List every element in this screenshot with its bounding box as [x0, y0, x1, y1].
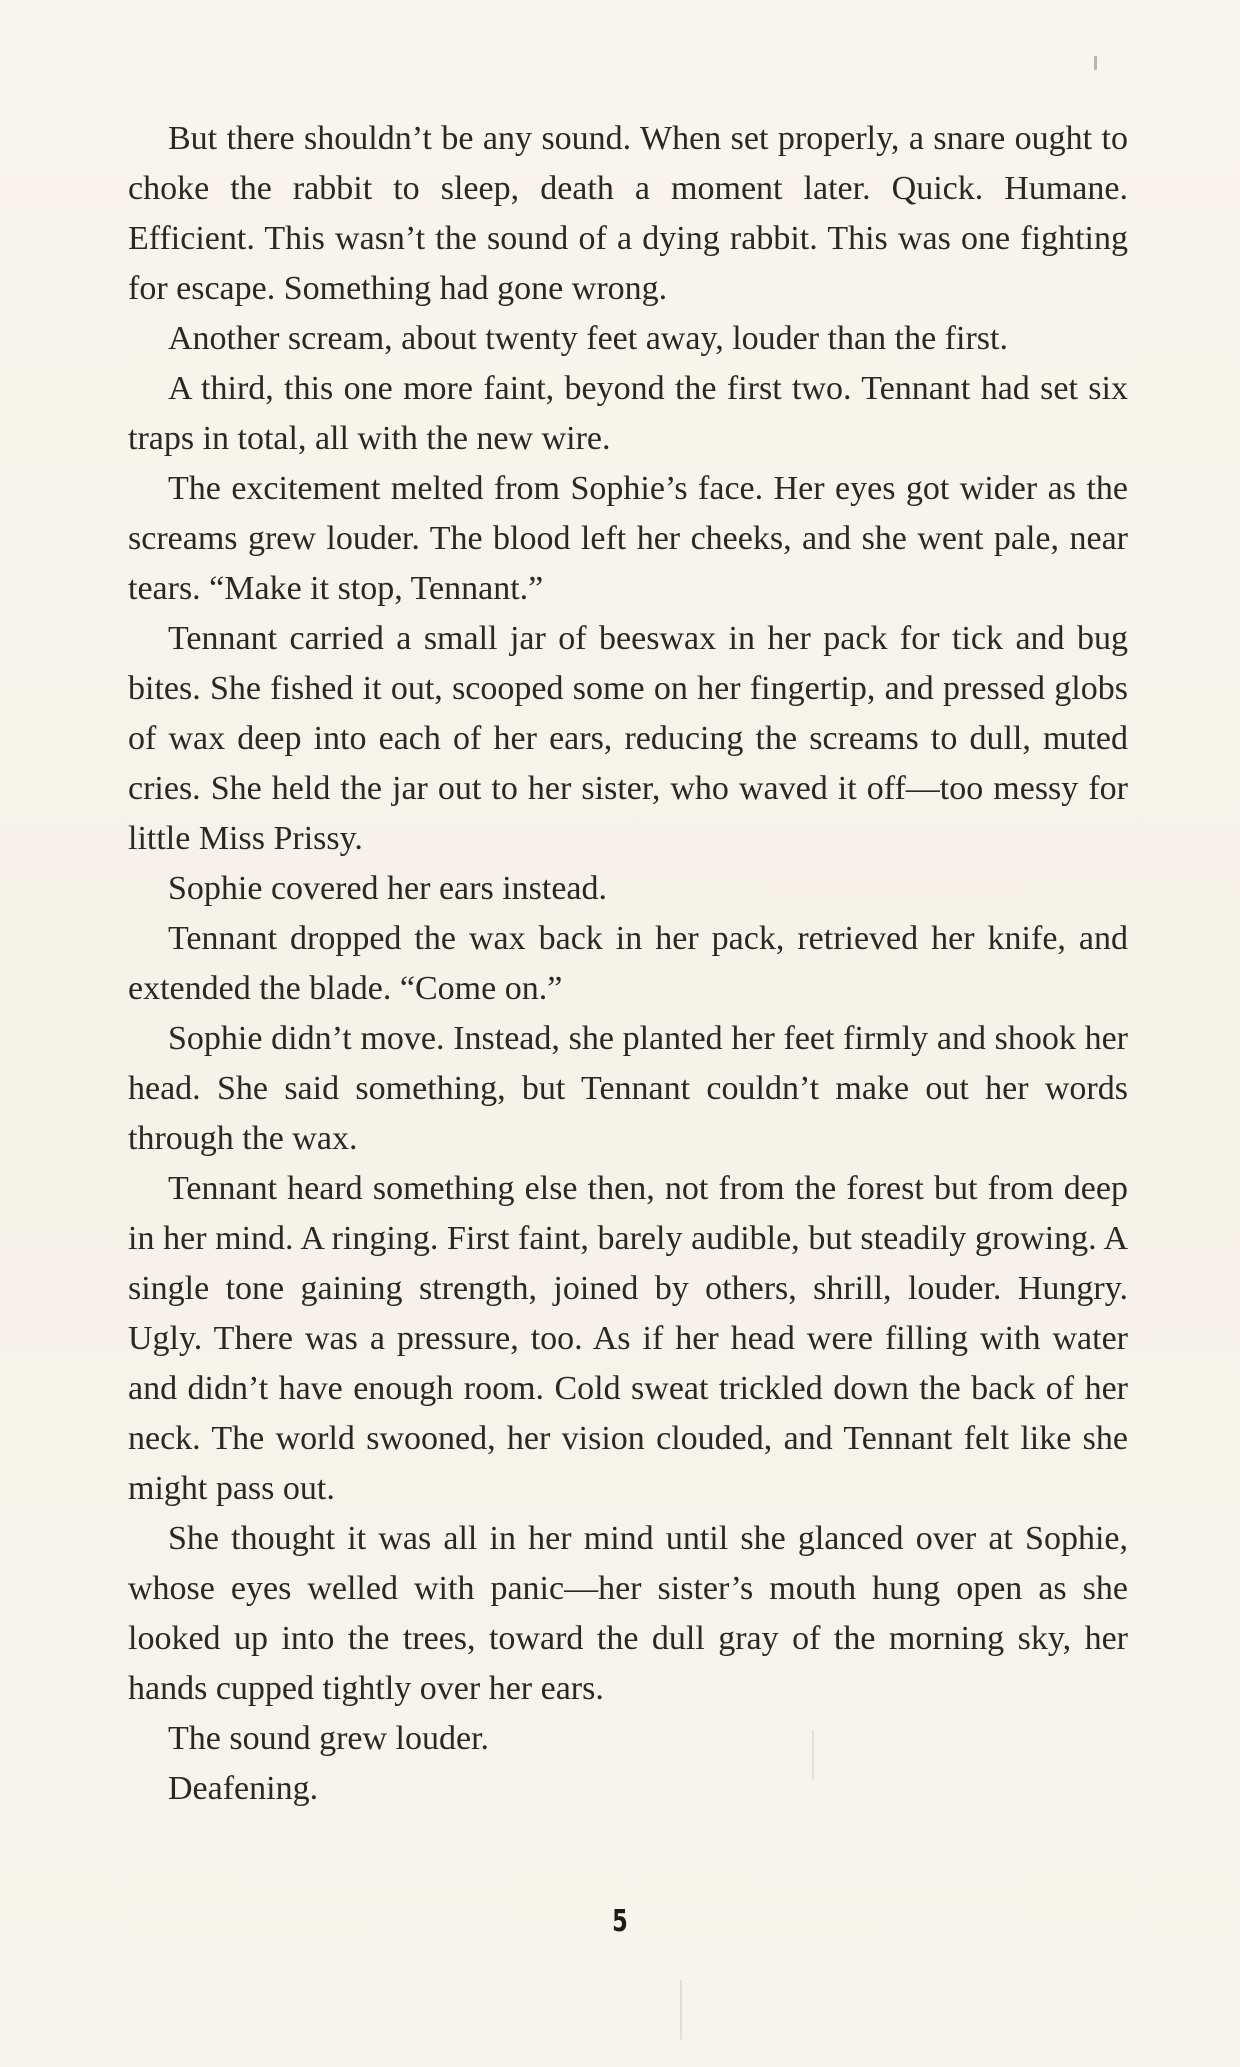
paragraph: Tennant heard something else then, not from the forest but from deep in her mind. A ringing. First faint, barely audible, but steadily growing. A single tone gaining strength, joined by others, shrill, louder. Hungry. Ugly. There was a pressure, too. As if her head were filling with water and didn’t have enough room. Cold sweat trickled down the back of her neck. The world swooned, her vision clouded, and Tennant felt like she might pass out. — [128, 1170, 1128, 1507]
paragraph: Deafening. — [168, 1770, 319, 1807]
paragraph: She thought it was all in her mind until she glanced over at Sophie, whose eyes welled with panic—her sister’s mouth hung open as she looked up into the trees, toward the dull gray of the morning sky, her hands cupped tightly over her ears. — [128, 1520, 1128, 1707]
paper-speck — [680, 1980, 682, 2040]
page-number: 5 — [612, 1904, 628, 1939]
paper-speck — [1094, 56, 1097, 70]
paragraph: Tennant dropped the wax back in her pack, retrieved her knife, and extended the blade. “Come on.” — [128, 920, 1128, 1007]
paragraph: But there shouldn’t be any sound. When set properly, a snare ought to choke the rabbit to sleep, death a moment later. Quick. Humane. Efficient. This wasn’t the sound of a dying rabbit. This was one fighting for escape. Something had gone wrong. — [128, 120, 1128, 307]
paragraph: Sophie covered her ears instead. — [168, 870, 607, 907]
paragraph: Tennant carried a small jar of beeswax in her pack for tick and bug bites. She fished it out, scooped some on her fingertip, and pressed globs of wax deep into each of her ears, reducing the screams to dull, muted cries. She held the jar out to her sister, who waved it off—too messy for little Miss Prissy. — [128, 620, 1128, 857]
paragraph: The sound grew louder. — [168, 1720, 490, 1757]
paragraph: Another scream, about twenty feet away, louder than the first. — [168, 320, 1008, 357]
paragraph: The excitement melted from Sophie’s face. Her eyes got wider as the screams grew louder. The blood left her cheeks, and she went pale, near tears. “Make it stop, Tennant.” — [128, 470, 1128, 607]
body-text — [128, 114, 1128, 1814]
paragraph: Sophie didn’t move. Instead, she planted her feet firmly and shook her head. She said something, but Tennant couldn’t make out her words through the wax. — [128, 1020, 1128, 1157]
paragraph: A third, this one more faint, beyond the first two. Tennant had set six traps in total, all with the new wire. — [128, 370, 1128, 457]
